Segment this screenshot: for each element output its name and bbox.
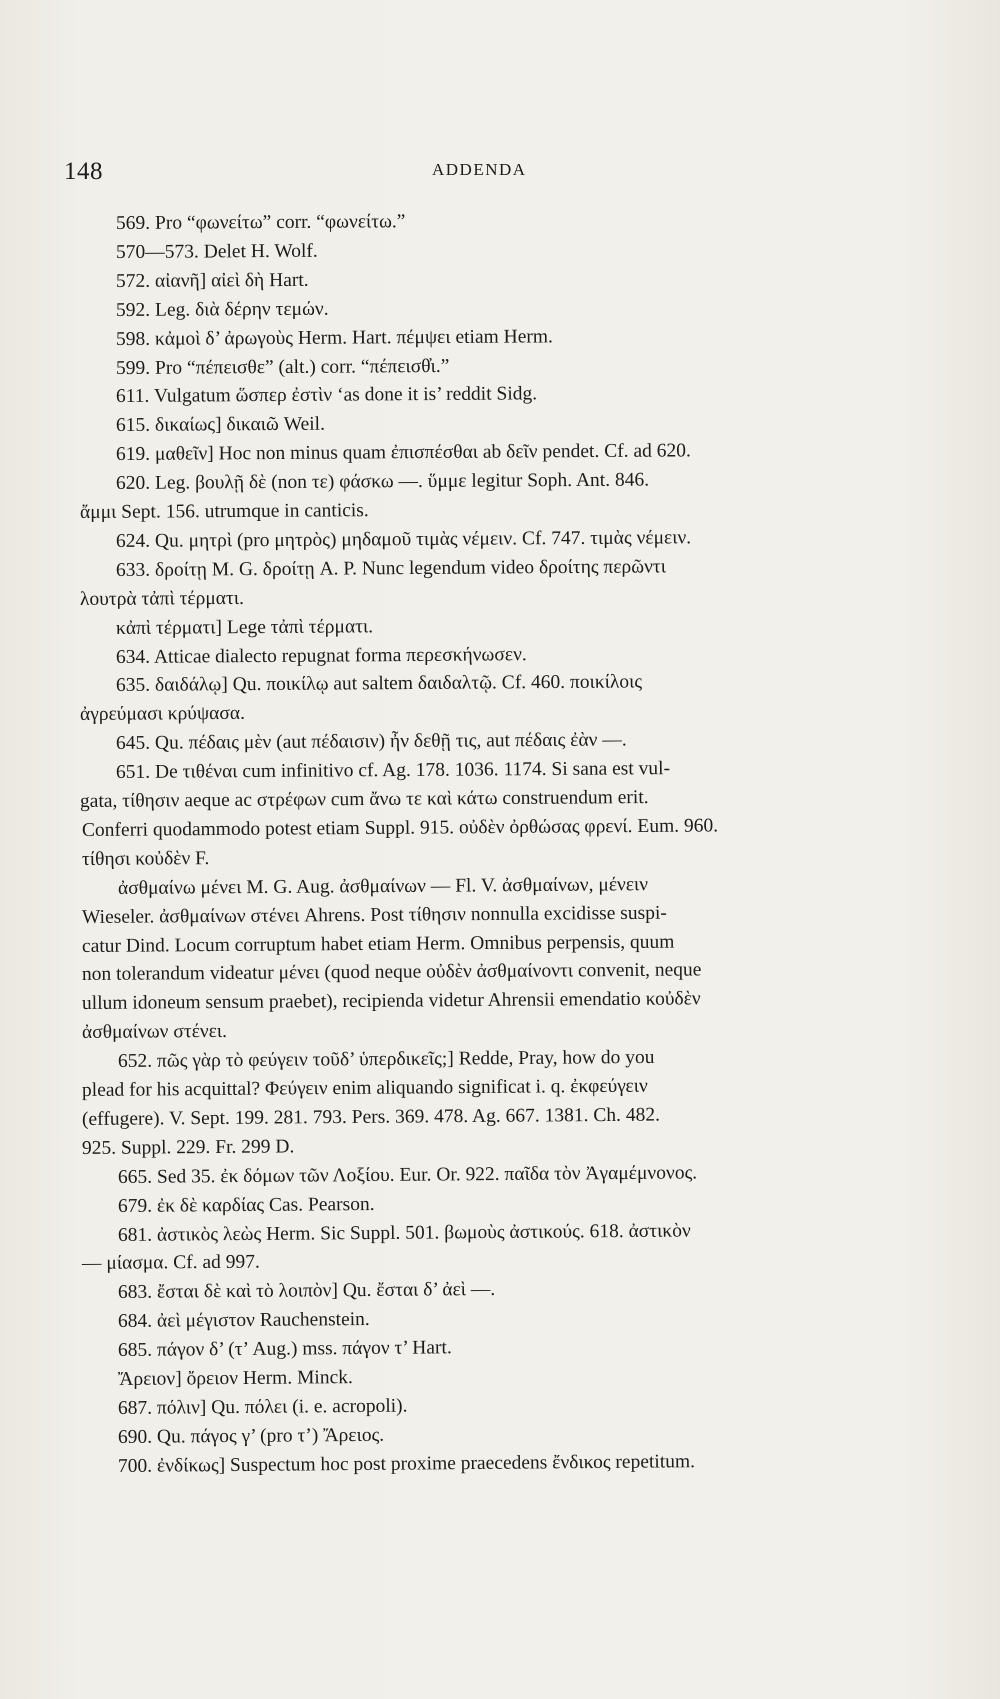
text-line: 635. δαιδάλῳ] Qu. ποικίλῳ aut saltem δαιδαλτῷ. Cf. 460. ποικίλοις	[115, 671, 643, 697]
text-line: 619. μαθεῖν] Hoc non minus quam ἐπισπέσθαι ab δεῖν pendet. Cf. ad 620.	[115, 440, 691, 466]
text-line: 685. πάγον δ’ (τ’ Aug.) mss. πάγον τ’ Hart.	[117, 1337, 452, 1362]
text-line: 700. ἐνδίκως] Suspectum hoc post proxime praecedens ἔνδικος repetitum.	[117, 1450, 696, 1477]
text-line: 683. ἔσται δὲ καὶ τὸ λοιπὸν] Qu. ἔσται δ’ ἀεὶ —.	[117, 1279, 496, 1304]
text-line: ἀσθμαίνων στένει.	[81, 1021, 228, 1044]
text-line: ἀγρεύμασι κρύψασα.	[79, 703, 246, 726]
text-line: Ἄρειον] ὄρειον Herm. Minck.	[117, 1367, 353, 1390]
text-line: — μίασμα. Cf. ad 997.	[81, 1251, 260, 1275]
text-line: ἄμμι Sept. 156. utrumque in canticis.	[79, 500, 369, 523]
text-line: 624. Qu. μητρὶ (pro μητρὸς) μηδαμοῦ τιμὰς νέμειν. Cf. 747. τιμὰς νέμειν.	[115, 527, 692, 552]
text-line: 645. Qu. πέδαις μὲν (aut πέδαισιν) ἦν δεθῇ τις, aut πέδαις ἐὰν —.	[115, 729, 627, 755]
text-line: τίθησι κοὐδὲν F.	[81, 847, 210, 870]
text-line: 681. ἀστικὸς λεὼς Herm. Sic Suppl. 501. βωμοὺς ἀστικούς. 618. ἀστικὸν	[117, 1220, 691, 1246]
text-line: κἀπὶ τέρματι] Lege τἀπὶ τέρματι.	[115, 615, 374, 639]
text-line: 665. Sed 35. ἐκ δόμων τῶν Λοξίου. Eur. Or. 922. παῖδα τὸν Ἀγαμέμνονος.	[117, 1162, 698, 1188]
text-line: 652. πῶς γὰρ τὸ φεύγειν τοῦδ’ ὑπερδικεῖς;] Redde, Pray, how do you	[117, 1047, 655, 1073]
text-line: 598. κἀμοὶ δ’ ἀρωγοὺς Herm. Hart. πέμψει etiam Herm.	[115, 325, 553, 350]
text-line: Wieseler. ἀσθμαίνων στένει Ahrens. Post τίθησιν nonnulla excidisse suspi-	[81, 902, 667, 928]
text-line: non tolerandum videatur μένει (quod neque οὐδὲν ἀσθμαίνοντι convenit, neque	[81, 959, 702, 986]
text-line: 599. Pro “πέπεισθε” (alt.) corr. “πέπεισθ̓ι.”	[115, 355, 450, 379]
text-line: 634. Atticae dialecto repugnat forma περεσκήνωσεν.	[115, 643, 527, 668]
text-line: plead for his acquittal? Φεύγειν enim aliquando significat i. q. ἐκφεύγειν	[81, 1075, 648, 1101]
text-line: (effugere). V. Sept. 199. 281. 793. Pers. 369. 478. Ag. 667. 1381. Ch. 482.	[81, 1104, 660, 1130]
text-line: catur Dind. Locum corruptum habet etiam Herm. Omnibus perpensis, quum	[81, 931, 675, 957]
text-line: 572. αἰανῆ] αἰεὶ δὴ Hart.	[115, 269, 309, 292]
text-line: 679. ἐκ δὲ καρδίας Cas. Pearson.	[117, 1193, 375, 1217]
text-line: 633. δροίτῃ M. G. δροίτῃ A. P. Nunc legendum video δροίτης περῶντι	[115, 556, 667, 581]
text-line: 592. Leg. διὰ δέρην τεμών.	[115, 298, 329, 321]
text-line: Conferri quodammodo potest etiam Suppl. 915. οὐδὲν ὀρθώσας φρενί. Eum. 960.	[81, 815, 719, 841]
text-line: 611. Vulgatum ὥσπερ ἐστὶν ‘as done it is’ reddit Sidg.	[115, 383, 538, 408]
text-line: ἀσθμαίνω μένει M. G. Aug. ἀσθμαίνων — Fl. V. ἀσθμαίνων, μένειν	[117, 873, 649, 899]
text-line: 620. Leg. βουλῇ δὲ (non τε) φάσκω —. ὕμμε legitur Soph. Ant. 846.	[115, 469, 650, 495]
text-line: 684. ἀεὶ μέγιστον Rauchenstein.	[117, 1309, 370, 1333]
text-line: ullum idoneum sensum praebet), recipienda videtur Ahrensii emendatio κοὐδὲν	[81, 988, 701, 1015]
text-line: 651. De τιθέναι cum infinitivo cf. Ag. 178. 1036. 1174. Si sana est vul-	[115, 758, 671, 784]
text-line: 925. Suppl. 229. Fr. 299 D.	[81, 1136, 295, 1159]
text-line: 615. δικαίως] δικαιῶ Weil.	[115, 413, 326, 437]
running-head: ADDENDA	[432, 160, 527, 179]
text-line: 687. πόλιν] Qu. πόλει (i. e. acropoli).	[117, 1395, 408, 1419]
page-header	[0, 148, 1000, 188]
text-line: 569. Pro “φωνείτω” corr. “φωνείτω.”	[115, 211, 406, 234]
text-line: gata, τίθησιν aeque ac στρέφων cum ἄνω τε καὶ κάτω construendum erit.	[79, 787, 649, 812]
text-line: λουτρὰ τἀπὶ τέρματι.	[79, 587, 244, 610]
text-line: 570—573. Delet H. Wolf.	[115, 240, 318, 263]
page-number: 148	[64, 158, 103, 185]
text-line: 690. Qu. πάγος γ’ (pro τ’) Ἄρειος.	[117, 1424, 385, 1448]
